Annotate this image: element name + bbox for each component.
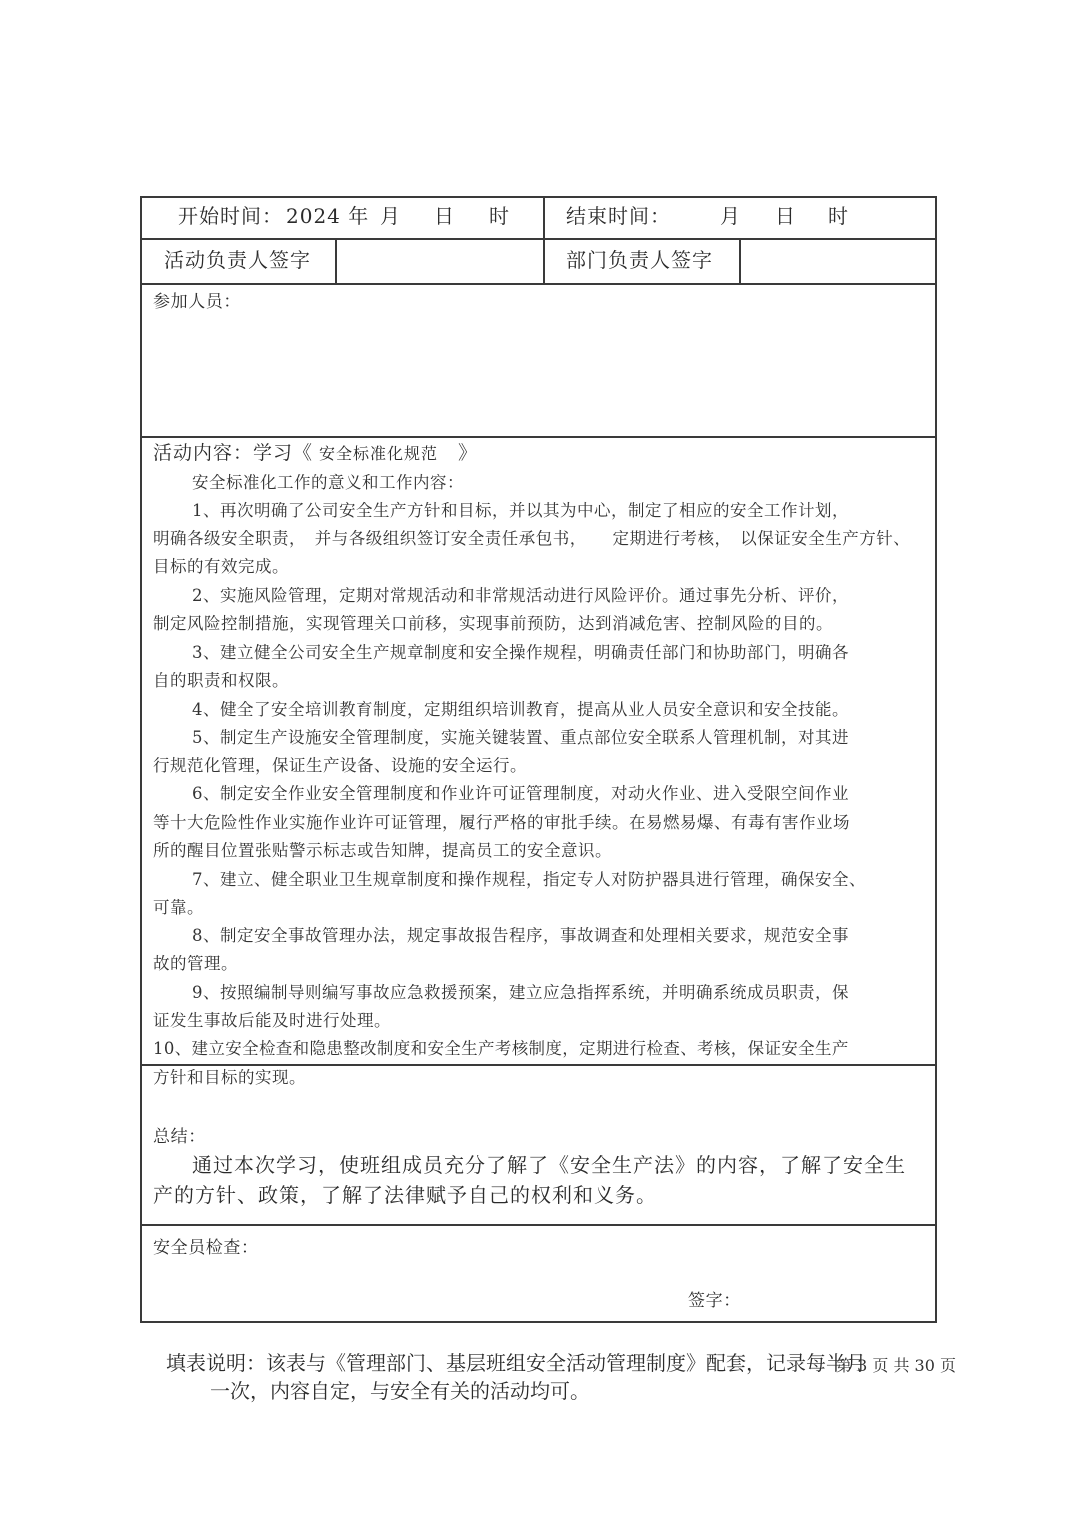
content-line: 方针和目标的实现。	[153, 1068, 306, 1087]
content-line: 目标的有效完成。	[153, 557, 289, 576]
content-intro: 安全标准化工作的意义和工作内容：	[192, 473, 464, 492]
content-line: 4、健全了安全培训教育制度，定期组织培训教育，提高从业人员安全意识和安全技能。	[192, 700, 849, 719]
dept-leader-signature-field[interactable]	[741, 240, 935, 282]
content-line: 所的醒目位置张贴警示标志或告知牌，提高员工的安全意识。	[153, 841, 612, 860]
activity-leader-signature-label: 活动负责人签字	[164, 248, 311, 272]
column-divider	[543, 198, 545, 283]
end-hour: 时	[828, 204, 849, 228]
content-line: 1、再次明确了公司安全生产方针和目标，并以其为中心，制定了相应的安全工作计划，	[192, 501, 849, 520]
summary-label: 总结：	[153, 1127, 206, 1147]
content-line: 证发生事故后能及时进行处理。	[153, 1011, 391, 1030]
row-divider	[142, 1224, 935, 1226]
content-line: 5、制定生产设施安全管理制度，实施关键装置、重点部位安全联系人管理机制，对其进	[192, 728, 849, 747]
dept-leader-signature-label: 部门负责人签字	[566, 248, 713, 272]
content-line: 2、实施风险管理，定期对常规活动和非常规活动进行风险评价。通过事先分析、评价，	[192, 586, 849, 605]
content-title-document: 安全标准化规范	[319, 444, 439, 463]
safety-inspection-label: 安全员检查：	[153, 1238, 259, 1258]
participants-label: 参加人员：	[153, 292, 241, 312]
content-line: 3、建立健全公司安全生产规章制度和安全操作规程，明确责任部门和协助部门，明确各	[192, 643, 849, 662]
end-day: 日	[775, 204, 796, 228]
content-line: 7、建立、健全职业卫生规章制度和操作规程，指定专人对防护器具进行管理，确保安全、	[192, 870, 866, 889]
page-number: 第 3 页 共 30 页	[836, 1356, 956, 1375]
activity-content-title	[153, 438, 478, 465]
content-line: 制定风险控制措施，实现管理关口前移，实现事前预防，达到消减危害、控制风险的目的。	[153, 614, 833, 633]
start-hour: 时	[489, 204, 510, 228]
content-line: 9、按照编制导则编写事故应急救援预案，建立应急指挥系统，并明确系统成员职责，保	[192, 983, 849, 1002]
content-line: 自的职责和权限。	[153, 671, 289, 690]
start-time-label: 开始时间：	[178, 204, 283, 228]
content-line: 8、制定安全事故管理办法，规定事故报告程序，事故调查和处理相关要求，规范安全事	[192, 926, 849, 945]
start-day: 日	[434, 204, 455, 228]
content-line: 明确各级安全职责， 并与各级组织签订安全责任承包书， 定期进行考核， 以保证安全生产方针、	[153, 529, 911, 548]
row-divider	[142, 283, 935, 285]
content-line: 10、建立安全检查和隐患整改制度和安全生产考核制度，定期进行检查、考核，保证安全生产	[153, 1039, 849, 1058]
form-instruction-line: 一次，内容自定，与安全有关的活动均可。	[210, 1379, 590, 1403]
content-line: 故的管理。	[153, 954, 238, 973]
content-line: 可靠。	[153, 898, 204, 917]
start-year: 2024 年	[286, 204, 370, 228]
content-line: 6、制定安全作业安全管理制度和作业许可证管理制度，对动火作业、进入受限空间作业	[192, 784, 849, 803]
end-time-label: 结束时间：	[566, 204, 671, 228]
activity-record-form	[140, 196, 937, 1323]
summary-line: 通过本次学习，使班组成员充分了解了《安全生产法》的内容，了解了安全生	[192, 1153, 906, 1177]
participants-field[interactable]	[144, 316, 934, 434]
form-instruction-line: 填表说明：该表与《管理部门、基层班组安全活动管理制度》配套，记录每半月	[166, 1351, 866, 1375]
summary-line: 产的方针、政策，了解了法律赋予自己的权利和义务。	[153, 1183, 657, 1207]
activity-leader-signature-field[interactable]	[337, 240, 542, 282]
content-title-prefix: 活动内容：学习《	[153, 442, 314, 464]
content-line: 等十大危险性作业实施作业许可证管理，履行严格的审批手续。在易燃易爆、有毒有害作业场	[153, 813, 850, 832]
content-line: 行规范化管理，保证生产设备、设施的安全运行。	[153, 756, 527, 775]
inspection-signature-label: 签字：	[688, 1291, 741, 1311]
start-month: 月	[380, 204, 401, 228]
inspection-signature-field[interactable]	[762, 1278, 932, 1314]
end-month: 月	[720, 204, 741, 228]
content-title-suffix: 》	[458, 442, 479, 464]
